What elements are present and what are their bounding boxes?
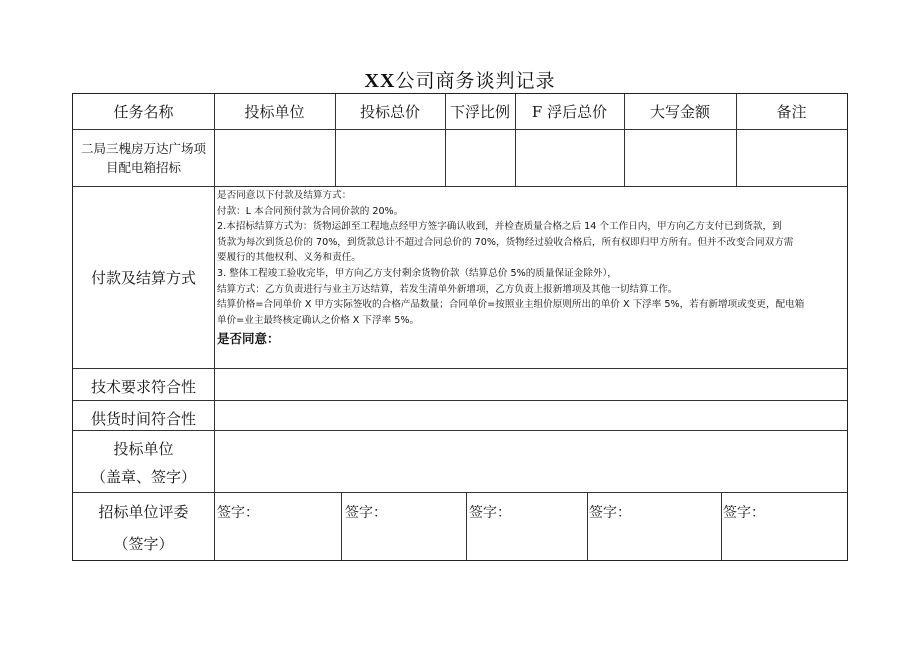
negotiation-record-table (72, 93, 848, 561)
header-task-name: 任务名称 (113, 103, 174, 121)
terms-line: 结算价格=合同单价 X 甲方实际签收的合格产品数量；合同单价=按照业主组价原则所出的单价 X 下浮率 5%，若有新增项或变更，配电箱 (217, 299, 805, 311)
bidder-seal-label (73, 430, 214, 492)
terms-line: 2.本招标结算方式为：货物运卸至工程地点经甲方签字确认收到，并检查质量合格之后 14 个工作日内，甲方向乙方支付已到货款，到 (217, 221, 782, 233)
tech-compliance-label: 技术要求符合性 (90, 377, 196, 396)
signature-slot-2[interactable]: 签字： (345, 505, 387, 521)
terms-line: 单价=业主最终核定确认之价格 X 下浮率 5%。 (217, 314, 420, 326)
terms-line: 付款：L 本合同预付款为合同价款的 20%。 (217, 205, 404, 217)
terms-line: 3. 整体工程竣工验收完毕，甲方向乙方支付剩余货物价款（结算总价 5%的质量保证金除外）， (217, 267, 617, 279)
task-name-cell: 二局三槐房万达广场项目配电箱招标 (80, 140, 206, 175)
bidder-seal-input-cell[interactable] (214, 430, 847, 492)
terms-line: 货款为每次到货总价的 70%，到货款总计不超过合同总价的 70%，货物经过验收合格后，所有权即归甲方所有。但并不改变合同双方需 (217, 236, 794, 248)
amount-in-words-input-cell[interactable] (624, 129, 736, 186)
signature-slot-5[interactable]: 签字： (723, 505, 765, 521)
payment-terms-text (214, 186, 847, 368)
payment-terms-label: 付款及结算方式 (90, 268, 196, 287)
bidder-input-cell[interactable] (214, 129, 335, 186)
terms-line: 结算方式：乙方负责进行与业主万达结算，若发生清单外新增项，乙方负责上报新增项及其他一切结算工作。 (217, 283, 678, 295)
header-discounted-total: F 浮后总价 (531, 103, 608, 121)
committee-sign-label-line1: 招标单位评委 (98, 503, 189, 521)
header-amount-in-words: 大写金额 (649, 103, 710, 121)
header-bid-total: 投标总价 (359, 103, 420, 121)
agree-prompt: 是否同意： (217, 331, 280, 347)
delivery-compliance-input-cell[interactable] (214, 400, 847, 430)
document-title: XX公司商务谈判记录 (364, 70, 556, 92)
bid-total-input-cell[interactable] (335, 129, 445, 186)
bidder-seal-label-line1: 投标单位 (113, 440, 174, 458)
signature-slot-1[interactable]: 签字： (217, 505, 259, 521)
header-discount-ratio: 下浮比例 (449, 103, 510, 121)
remarks-input-cell[interactable] (736, 129, 847, 186)
header-bidder: 投标单位 (244, 103, 305, 121)
committee-sign-label-line2: （签字） (113, 535, 174, 553)
bidder-seal-label-line2: （盖章、签字） (90, 468, 196, 486)
committee-sign-label (73, 492, 214, 560)
tech-compliance-input-cell[interactable] (214, 368, 847, 400)
terms-line: 要履行的其他权利、义务和责任。 (217, 252, 361, 264)
discounted-total-input-cell[interactable] (515, 129, 624, 186)
signature-slot-4[interactable]: 签字： (589, 505, 631, 521)
header-remarks: 备注 (776, 103, 807, 121)
terms-line: 是否同意以下付款及结算方式： (217, 190, 352, 201)
discount-ratio-input-cell[interactable] (445, 129, 515, 186)
delivery-compliance-label: 供货时间符合性 (90, 409, 196, 428)
signature-slot-3[interactable]: 签字： (469, 505, 511, 521)
